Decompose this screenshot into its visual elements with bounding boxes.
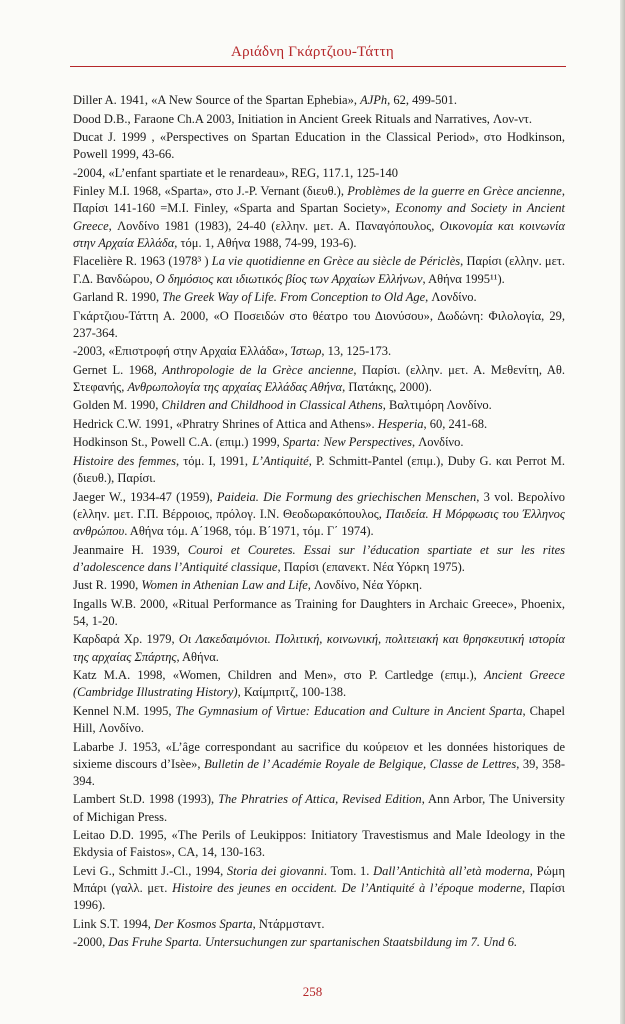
- bib-entry: [73, 667, 565, 701]
- bib-entry-text: , 3 vol. Βερολίνο (ελλην. μετ. Γ.Π. Βέρροιος, πρόλογ. Ι.Ν. Θεοδωρακόπουλος,: [73, 489, 565, 521]
- bib-entry-text: , 62, 499-501.: [387, 93, 457, 107]
- bib-entry-italic: L’Antiquité: [252, 453, 309, 468]
- bib-entry-text: Diller A. 1941, «A New Source of the Spartan Ephebia»,: [73, 93, 361, 107]
- bib-entry: [73, 703, 565, 737]
- bib-entry-italic: Histoire des femmes: [73, 453, 176, 468]
- bib-entry-text: , Ντάρμσταντ.: [252, 916, 325, 931]
- bib-entry-text: Hedrick C.W. 1991, «Phratry Shrines of Attica and Athens».: [73, 416, 378, 431]
- bib-entry-italic: Das Fruhe Sparta. Untersuchungen zur spartanischen Staatsbildung im 7. Und 6.: [108, 935, 518, 950]
- bib-entry-italic: Children and Childhood in Classical Athens: [161, 398, 383, 413]
- bib-entry-text: , 60, 241-68.: [423, 416, 488, 431]
- bib-entry-text: . Αθήνα τόμ. Α΄1968, τόμ. Β΄1971, τόμ. Γ΄ 1974).: [124, 524, 374, 539]
- bib-entry: [73, 631, 565, 665]
- bib-entry-text: Lambert St.D. 1998 (1993),: [73, 792, 219, 807]
- bib-entry-text: , Καίμπριτζ, 100-138.: [237, 685, 347, 700]
- bib-entry: [73, 827, 565, 861]
- bib-entry-text: Hodkinson St., Powell C.A. (επιμ.) 1999,: [73, 435, 283, 450]
- bib-entry-text: , Ann Arbor, The University of Michigan Press.: [73, 792, 565, 824]
- bib-entry: [73, 916, 565, 933]
- bib-entry-text: , Λονδίνο 1981 (1983), 24-40 (ελλην. μετ. Α. Παναγόπουλος,: [108, 218, 440, 233]
- bib-entry-text: Dood D.B., Faraone Ch.A 2003, Initiation in Ancient Greek Rituals and Narratives, Λον-ντ.: [73, 111, 532, 126]
- bib-entry-text: , Λονδίνο, Νέα Υόρκη.: [307, 578, 423, 593]
- bib-entry-italic: La vie quotidienne en Grèce au siècle de Périclès: [211, 254, 461, 269]
- bib-entry: [73, 434, 565, 451]
- bib-entry-italic: The Gymnasium of Virtue: Education and Culture in Ancient Sparta: [175, 703, 523, 718]
- header-rule: [70, 66, 566, 67]
- bib-entry-text: , Παρίσι. (ελλην. μετ. Α. Μεθενίτη, Αθ. Στεφανής,: [73, 362, 565, 394]
- bib-entry-italic: Οι Λακεδαιμόνιοι. Πολιτική, κοινωνική, πολιτειακή και θρησκευτική ιστορία της αρχαίας Σπάρτης: [73, 632, 565, 664]
- bib-entry-text: Katz M.A. 1998, «Women, Children and Men», στο P. Cartledge (επιμ.),: [73, 668, 484, 683]
- bib-entry-italic: Ίστωρ: [290, 344, 322, 359]
- bib-entry-text: Leitao D.D. 1995, «The Perils of Leukippos: Initiatory Travestismus and Male Ideology in the Ekdysia of Faistos», CA, 14, 130-163.: [73, 828, 565, 860]
- bib-entry-text: Finley M.I. 1968, «Sparta», στο J.-P. Vernant (διευθ.),: [73, 184, 348, 199]
- bib-entry-text: -2000,: [73, 935, 109, 950]
- bib-entry-italic: Problèmes de la guerre en Grèce ancienne: [347, 184, 562, 199]
- bib-entry-text: Ingalls W.B. 2000, «Ritual Performance as Training for Daughters in Archaic Greece», Phoenix, 54, 1-20.: [73, 596, 565, 628]
- bib-entry-text: , Λονδίνο.: [411, 435, 464, 450]
- bib-entry-text: , Παρίσι (ελλην. μετ. Γ.Δ. Βανδώρου,: [73, 254, 565, 286]
- bib-entry: [73, 308, 565, 342]
- bib-entry: [73, 129, 565, 163]
- bib-entry-text: Jaeger W., 1934-47 (1959),: [73, 489, 217, 504]
- bib-entry-italic: Anthropologie de la Grèce ancienne: [162, 362, 354, 377]
- bib-entry-text: , Αθήνα 1995¹¹).: [422, 271, 505, 286]
- bib-entry: [73, 739, 565, 791]
- running-head: Αριάδνη Γκάρτζιου-Τάττη: [231, 44, 394, 60]
- bib-entry-italic: Der Kosmos Sparta: [154, 916, 253, 931]
- bib-entry: [73, 489, 565, 541]
- bib-entry-text: , Λονδίνο.: [425, 290, 477, 305]
- bib-entry-italic: The Greek Way of Life. From Conception to Old Age: [162, 290, 426, 305]
- bib-entry-italic: Paideia. Die Formung des griechischen Menschen: [216, 489, 477, 504]
- bib-entry-italic: Bulletin de l’ Académie Royale de Belgique, Classe de Lettres: [204, 756, 517, 771]
- bib-entry: [73, 453, 565, 487]
- bib-entry-text: Levi G., Schmitt J.-Cl., 1994,: [73, 863, 227, 878]
- page-number: 258: [302, 984, 323, 999]
- bib-entry-text: , Παρίσι 1996).: [73, 881, 566, 913]
- bib-entry-text: Καρδαρά Χρ. 1979,: [73, 632, 179, 647]
- bib-entry: [73, 92, 565, 109]
- bib-entry: [73, 416, 565, 433]
- bib-entry: [73, 863, 565, 915]
- bib-entry: [73, 289, 565, 306]
- bib-entry-text: , Παρίσι 141-160 =M.I. Finley, «Sparta and Spartan Society»,: [73, 184, 565, 216]
- bib-entry: [73, 542, 565, 576]
- bib-entry-text: Link S.T. 1994,: [73, 916, 155, 931]
- bib-entry-italic: AJPh: [360, 93, 388, 107]
- bib-entry-text: , Chapel Hill, Λονδίνο.: [73, 703, 565, 736]
- bib-entry-text: , Ρώμη Μπάρι (γαλλ. μετ.: [73, 863, 566, 896]
- bib-entry-text: , 39, 358-394.: [73, 756, 566, 788]
- bib-entry: [73, 791, 565, 825]
- bib-entry-text: -2004, «L’enfant spartiate et le renardeau», REG, 117.1, 125-140: [73, 165, 399, 180]
- bib-entry-text: , Αθήνα.: [176, 649, 219, 664]
- bib-entry: [73, 596, 565, 630]
- bib-entry-italic: Οικονομία και κοινωνία στην Αρχαία Ελλάδα: [73, 218, 565, 250]
- bib-entry: [73, 253, 565, 287]
- bib-entry-italic: The Phratries of Attica, Revised Edition: [218, 792, 422, 807]
- bib-entry-italic: Hesperia: [377, 416, 424, 431]
- bib-entry-italic: Sparta: New Perspectives: [282, 435, 412, 450]
- bib-entry-italic: Παιδεία. Η Μόρφωσις του Έλληνος ανθρώπου: [73, 506, 565, 539]
- bib-entry-text: Labarbe J. 1953, «L’âge correspondant au sacrifice du κούρειον et les données historiques de sixieme discours d’Isèe»,: [73, 739, 565, 771]
- bib-entry-text: , P. Schmitt-Pantel (επιμ.), Duby G. και Perrot M. (διευθ.), Παρίσι.: [73, 453, 565, 486]
- bib-entry-italic: Women in Athenian Law and Life: [141, 578, 308, 593]
- bib-entry: [73, 934, 565, 951]
- bib-entry-text: , Βαλτιμόρη Λονδίνο.: [382, 398, 492, 413]
- bib-entry: [73, 397, 565, 414]
- bib-entry: [73, 111, 565, 128]
- bib-entry-italic: Economy and Society in Ancient Greece: [73, 201, 566, 233]
- bib-entry-text: Kennel N.M. 1995,: [73, 703, 176, 718]
- bib-entry-text: Golden M. 1990,: [73, 398, 162, 413]
- bib-entry: [73, 343, 565, 360]
- bib-entry-text: Γκάρτζιου-Τάττη Α. 2000, «Ο Ποσειδών στο θέατρο του Διονύσου», Δωδώνη: Φιλολογία, 29, 237-364.: [73, 308, 565, 340]
- bib-entry: [73, 577, 565, 594]
- bib-entry-italic: Couroi et Couretes. Essai sur l’éducation spartiate et sur les rites d’adolescence dans l’Antiquité classique: [73, 542, 566, 574]
- bib-entry-text: Garland R. 1990,: [73, 290, 163, 305]
- bib-entry-text: Gernet L. 1968,: [73, 362, 163, 377]
- bib-entry: [73, 183, 565, 252]
- page-edge: [620, 0, 625, 1024]
- bib-entry-text: Flacelière R. 1963 (1978³ ): [73, 254, 212, 269]
- bib-entry-text: Ducat J. 1999 , «Perspectives on Spartan Education in the Classical Period», στο Hodkinson, Powell 1999, 43-66.: [73, 130, 565, 162]
- bib-entry-text: Jeanmaire H. 1939,: [73, 542, 188, 557]
- bib-entry-text: Just R. 1990,: [73, 578, 142, 593]
- bib-entry-text: -2003, «Επιστροφή στην Αρχαία Ελλάδα»,: [73, 344, 291, 359]
- bib-entry-italic: Ο δημόσιος και ιδιωτικός βίος των Αρχαίων Ελλήνων: [155, 271, 423, 286]
- bib-entry-italic: Storia dei giovanni: [226, 863, 324, 878]
- bib-entry-italic: Dall’Antichità all’età moderna: [373, 863, 530, 878]
- bib-entry: [73, 165, 565, 182]
- bib-entry-text: , τόμ. 1, Αθήνα 1988, 74-99, 193-6).: [174, 235, 357, 250]
- bib-entry-text: , Πατάκης, 2000).: [342, 379, 432, 394]
- bib-entry-text: , Παρίσι (επανεκτ. Νέα Υόρκη 1975).: [277, 559, 465, 574]
- bib-entry-text: , τόμ. I, 1991,: [175, 453, 253, 468]
- bib-entry-italic: Ανθρωπολογία της αρχαίας Ελλάδας Αθήνα: [127, 379, 343, 394]
- bibliography-list: [73, 92, 565, 953]
- bib-entry-italic: Histoire des jeunes en occident. De l’Antiquité à l’époque moderne: [172, 881, 522, 896]
- bib-entry-italic: Ancient Greece (Cambridge Illustrating History): [73, 668, 565, 700]
- bib-entry-text: , 13, 125-173.: [321, 344, 392, 359]
- bib-entry-text: . Tom. 1.: [323, 863, 374, 878]
- bib-entry: [73, 362, 565, 396]
